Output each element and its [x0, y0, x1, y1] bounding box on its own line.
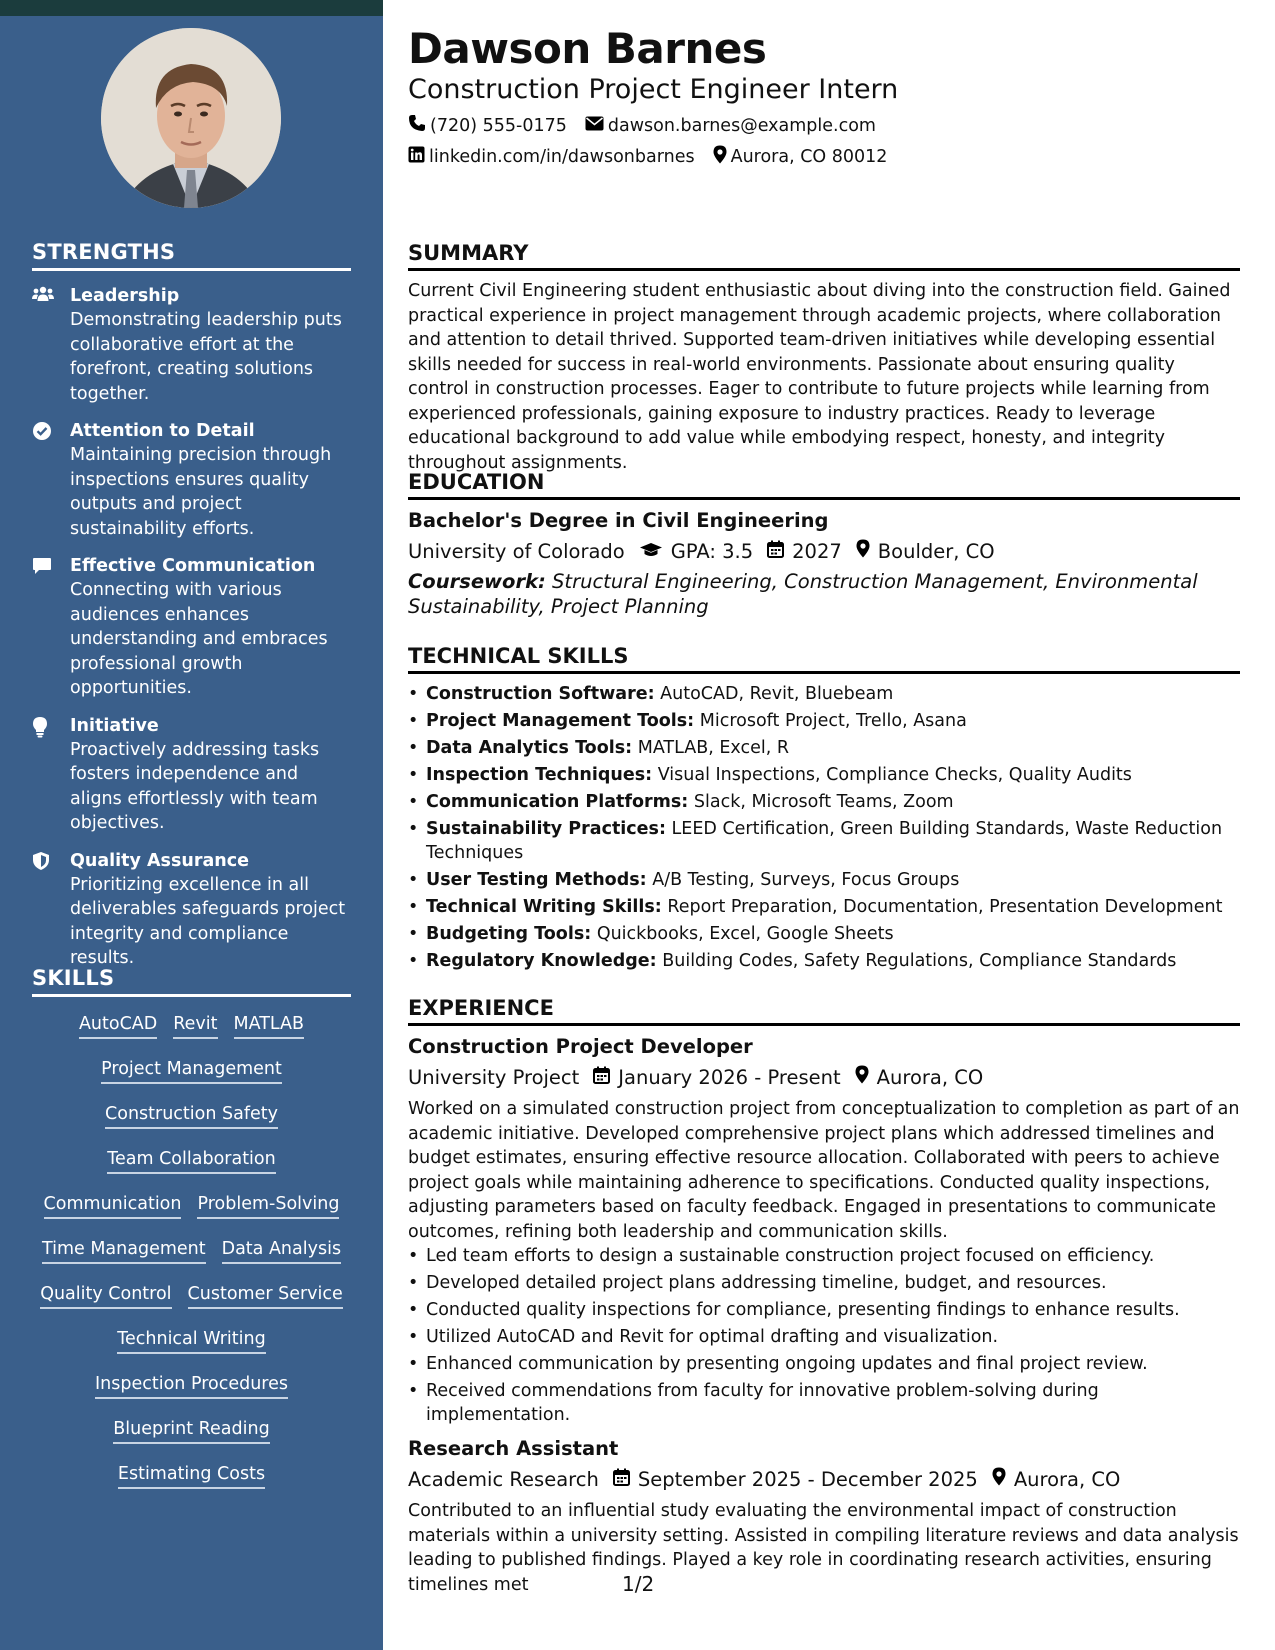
job-meta: [408, 1467, 1240, 1491]
calendar-icon: [767, 540, 792, 563]
summary-heading: SUMMARY: [408, 241, 1240, 271]
coursework-label: Coursework:: [408, 570, 546, 593]
job-role: Construction Project Developer: [408, 1035, 753, 1058]
strength-title: Quality Assurance: [70, 850, 249, 871]
coursework-text: Structural Engineering, Construction Management, Environmental Sustainability, Project Planning: [408, 570, 1198, 618]
skill-tag: Revit: [173, 1011, 217, 1039]
skill-tag: Estimating Costs: [118, 1461, 265, 1489]
experience-heading: EXPERIENCE: [408, 996, 1240, 1026]
strength-description: Demonstrating leadership puts collaborative effort at the forefront, creating solutions together.: [70, 310, 342, 404]
technical-skills-heading: TECHNICAL SKILLS: [408, 644, 1240, 674]
job-dates: January 2026 - Present: [618, 1065, 841, 1089]
list-item: • Communication Platforms: Slack, Microsoft Teams, Zoom: [408, 790, 1240, 814]
phone-contact: [408, 114, 567, 137]
skill-tag: Quality Control: [40, 1281, 171, 1309]
skills-section: [32, 966, 351, 1506]
strengths-heading: STRENGTHS: [32, 240, 351, 271]
list-item: • Sustainability Practices: LEED Certification, Green Building Standards, Waste Reduction Techniques: [408, 817, 1240, 865]
skill-tag: Time Management: [42, 1236, 206, 1264]
skill-tag: Project Management: [101, 1056, 282, 1084]
users-icon: [32, 289, 54, 306]
location-text: Aurora, CO 80012: [730, 147, 888, 167]
map-pin-icon: [713, 145, 731, 169]
summary-text: Current Civil Engineering student enthusiastic about diving into the construction field. Gained practical experience in project management through academic projects, where collaboration and attention to detail thrived. Supported team-driven initiatives while developing essential skills needed for success in real-world environments. Passionate about ensuring quality control in construction processes. Eager to contribute to future projects while learning from experienced professionals, gaining exposure to industry practices. Ready to leverage educational background to add value while embodying respect, honesty, and integrity throughout assignments.: [408, 281, 1231, 473]
skill-tag: Data Analysis: [222, 1236, 341, 1264]
job-location: Aurora, CO: [876, 1065, 984, 1089]
technical-skills-section: [408, 644, 1240, 976]
list-item: • Technical Writing Skills: Report Preparation, Documentation, Presentation Development: [408, 895, 1240, 919]
job-meta: [408, 1065, 1240, 1089]
email-contact[interactable]: [585, 116, 876, 136]
comment-icon: [32, 563, 52, 580]
job-description: Contributed to an influential study evaluating the environmental impact of construction materials within a university setting. Assisted in compiling literature reviews and data analysis leading to published findings. Played a key role in coordinating research activities, ensuring timelines met: [408, 1501, 1239, 1595]
list-item: • Regulatory Knowledge: Building Codes, Safety Regulations, Compliance Standards: [408, 949, 1240, 973]
strength-description: Prioritizing excellence in all deliverables safeguards project integrity and compliance results.: [70, 874, 346, 968]
job-org: Academic Research: [408, 1467, 599, 1491]
education-meta: [408, 539, 1240, 563]
phone-text: (720) 555-0175: [430, 115, 567, 136]
skill-tag: Problem-Solving: [197, 1191, 339, 1219]
skills-heading: SKILLS: [32, 966, 351, 997]
graduation-year: 2027: [792, 539, 842, 563]
strength-item: [32, 554, 351, 701]
lightbulb-icon: [32, 725, 48, 742]
contact-row-2: [408, 145, 905, 169]
gpa-text: GPA: 3.5: [670, 539, 754, 563]
strength-item: [32, 714, 351, 836]
list-item: • Project Management Tools: Microsoft Project, Trello, Asana: [408, 709, 1240, 733]
strength-title: Effective Communication: [70, 556, 316, 576]
strength-title: Leadership: [70, 286, 180, 306]
map-pin-icon: [992, 1467, 1014, 1491]
list-item: • Enhanced communication by presenting ongoing updates and final project review.: [408, 1352, 1240, 1376]
list-item: • User Testing Methods: A/B Testing, Surveys, Focus Groups: [408, 868, 1240, 892]
list-item: • Received commendations from faculty for innovative problem-solving during implementation.: [408, 1379, 1240, 1427]
strengths-section: [32, 240, 351, 971]
location-contact: [713, 145, 888, 169]
shield-icon: [32, 858, 50, 875]
strength-item: [32, 419, 351, 541]
graduation-cap-icon: [639, 540, 671, 563]
list-item: • Utilized AutoCAD and Revit for optimal drafting and visualization.: [408, 1325, 1240, 1349]
page-number: 1/2: [622, 1572, 655, 1596]
contact-row-1: [408, 114, 894, 137]
list-item: • Inspection Techniques: Visual Inspections, Compliance Checks, Quality Audits: [408, 763, 1240, 787]
profile-photo: [101, 28, 281, 208]
strength-title: Initiative: [70, 715, 159, 736]
list-item: • Data Analytics Tools: MATLAB, Excel, R: [408, 736, 1240, 760]
summary-section: [408, 241, 1240, 475]
skill-tag: AutoCAD: [79, 1011, 157, 1039]
school-name: University of Colorado: [408, 539, 625, 563]
strength-title: Attention to Detail: [70, 421, 255, 441]
list-item: • Construction Software: AutoCAD, Revit, Bluebeam: [408, 682, 1240, 706]
skill-tag: Technical Writing: [117, 1326, 265, 1354]
education-heading: EDUCATION: [408, 470, 1240, 500]
check-circle-icon: [32, 428, 52, 445]
technical-skills-list: [408, 682, 1240, 973]
school-location: Boulder, CO: [877, 539, 995, 563]
candidate-title: Construction Project Engineer Intern: [408, 74, 899, 105]
calendar-icon: [593, 1066, 618, 1089]
skill-tag: Inspection Procedures: [95, 1371, 288, 1399]
skill-tag: Communication: [44, 1191, 182, 1219]
job-location: Aurora, CO: [1013, 1467, 1121, 1491]
skill-tag: Construction Safety: [105, 1101, 278, 1129]
job-org: University Project: [408, 1065, 580, 1089]
degree-title: Bachelor's Degree in Civil Engineering: [408, 509, 829, 532]
linkedin-contact[interactable]: [408, 146, 695, 168]
sidebar: [0, 0, 383, 1650]
job-bullets: [408, 1244, 1240, 1427]
linkedin-icon: [408, 146, 429, 168]
list-item: • Conducted quality inspections for compliance, presenting findings to enhance results.: [408, 1298, 1240, 1322]
map-pin-icon: [856, 539, 878, 563]
job-description: Worked on a simulated construction project from conceptualization to completion as part of an academic initiative. Developed comprehensive project plans which addressed timelines and budget estimates, ensuring effective resource allocation. Collaborated with peers to achieve project goals while maintaining adherence to specifications. Conducted quality inspections, adjusting parameters based on faculty feedback. Engaged in presentations to communicate outcomes, refining both leadership and communication skills.: [408, 1099, 1240, 1242]
job-dates: September 2025 - December 2025: [637, 1467, 978, 1491]
skills-list: [32, 1011, 351, 1506]
linkedin-text[interactable]: linkedin.com/in/dawsonbarnes: [429, 147, 695, 167]
envelope-icon: [585, 116, 608, 136]
email-text[interactable]: dawson.barnes@example.com: [607, 115, 876, 136]
map-pin-icon: [855, 1065, 877, 1089]
strength-item: [32, 284, 351, 406]
skill-tag: MATLAB: [234, 1011, 305, 1039]
list-item: • Budgeting Tools: Quickbooks, Excel, Google Sheets: [408, 922, 1240, 946]
skill-tag: Customer Service: [188, 1281, 343, 1309]
phone-icon: [408, 114, 430, 137]
coursework: [408, 569, 1240, 619]
strength-description: Connecting with various audiences enhances understanding and embraces professional growth opportunities.: [70, 580, 328, 698]
list-item: • Led team efforts to design a sustainable construction project focused on efficiency.: [408, 1244, 1240, 1268]
candidate-name: Dawson Barnes: [408, 24, 767, 73]
sidebar-top-bar: [0, 0, 383, 16]
list-item: • Developed detailed project plans addressing timeline, budget, and resources.: [408, 1271, 1240, 1295]
experience-section: [408, 996, 1240, 1597]
job-role: Research Assistant: [408, 1437, 619, 1460]
skill-tag: Team Collaboration: [107, 1146, 275, 1174]
strength-description: Proactively addressing tasks fosters independence and aligns effortlessly with team objectives.: [70, 739, 320, 833]
strength-item: [32, 849, 351, 971]
education-section: [408, 470, 1240, 619]
skill-tag: Blueprint Reading: [113, 1416, 269, 1444]
calendar-icon: [613, 1468, 638, 1491]
strength-description: Maintaining precision through inspections ensures quality outputs and project sustainability efforts.: [70, 445, 332, 539]
